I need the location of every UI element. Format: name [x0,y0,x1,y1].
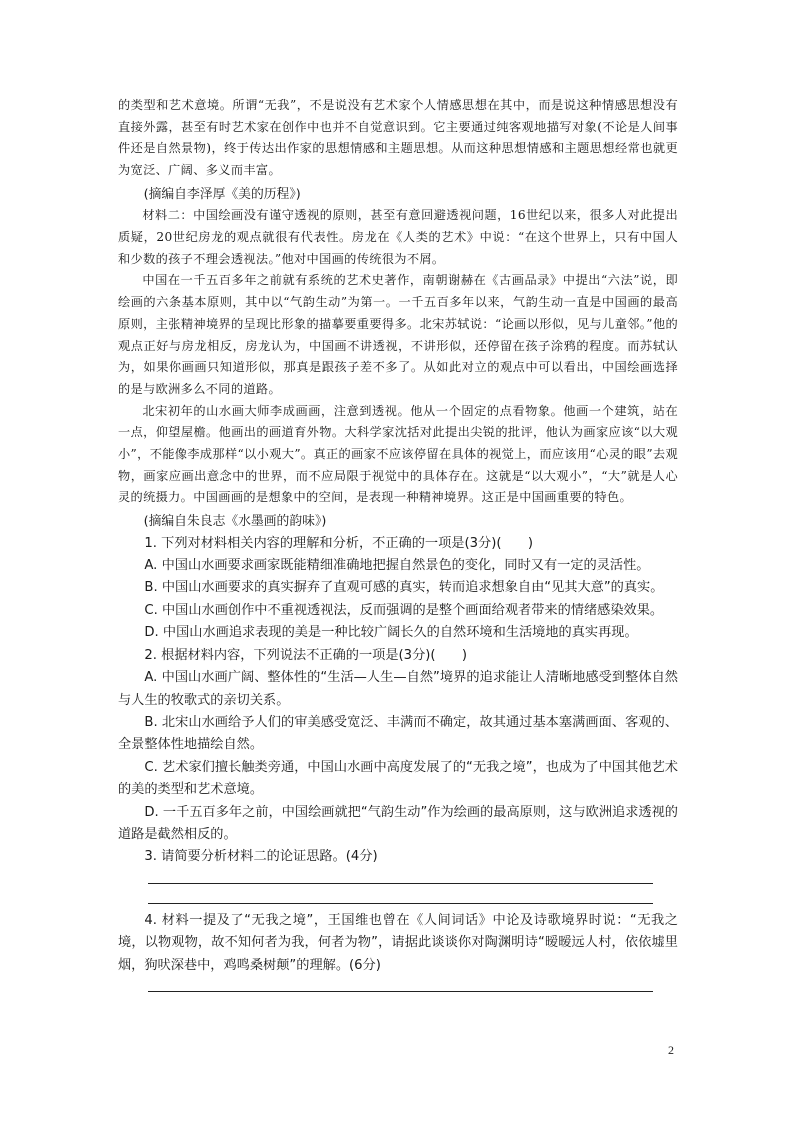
question-2-option-d: D. 一千五百多年之前，中国绘画就把“气韵生动”作为绘画的最高原则，这与欧洲追求透视的道路是截然相反的。 [118,804,678,842]
answer-line-q4[interactable] [148,991,653,992]
question-1-option-d: D. 中国山水画追求表现的美是一种比较广阔长久的自然环境和生活境地的真实再现。 [144,625,638,641]
question-1-stem: 1. 下列对材料相关内容的理解和分析，不正确的一项是(3分)( ) [144,535,534,551]
material-two-paragraph-2: 中国在一千五百多年之前就有系统的艺术史著作，南朝谢赫在《古画品录》中提出“六法”说，即绘画的六条基本原则，其中以“气韵生动”为第一。一千五百多年以来，气韵生动一直是中国画的最高原则，主张精神境界的呈现比形象的描摹要重要得多。北宋苏轼说：“论画以形似，见与儿童邻。”他的观点正好与房龙相反，房龙认为，中国画不讲透视，不讲形似，还停留在孩子涂鸦的程度。而苏轼认为，如果你画画只知道形似，那真是跟孩子差不多了。从如此对立的观点中可以看出，中国绘画选择的是与欧洲多么不同的道路。 [118,273,678,396]
question-1-option-c: C. 中国山水画创作中不重视透视法，反而强调的是整个画面给观者带来的情绪感染效果。 [144,602,664,618]
material-two-paragraph-3: 北宋初年的山水画大师李成画画，注意到透视。他从一个固定的点看物象。他画一个建筑，站在一点，仰望屋檐。他画出的画道育外物。大科学家沈括对此提出尖锐的批评，他认为画家应该“以大观小”，不能像李成那样“以小观大”。真正的画家不应该停留在具体的视觉上，而应该用“心灵的眼”去观物，画家应画出意念中的世界，而不应局限于视觉中的具体存在。这就是“以大观小”，“大”就是人心灵的统摄力。中国画画的是想象中的空间，是表现一种精神境界。这正是中国画重要的特色。 [118,403,678,505]
question-3-stem: 3. 请简要分析材料二的论证思路。(4分) [144,849,378,865]
page-content [118,95,678,992]
question-2-option-b: B. 北宋山水画给予人们的审美感受宽泛、丰满而不确定，故其通过基本塞满画面、客观的、全景整体性地描绘自然。 [118,714,678,753]
question-4-stem: 4. 材料一提及了“无我之境”，王国维也曾在《人间词话》中论及诗歌境界时说：“无我之境，以物观物，故不知何者为我，何者为物”，请据此谈谈你对陶渊明诗“暧暧远人村，依依墟里烟，狗吠深巷中，鸡鸣桑树颠”的理解。(6分) [118,912,678,973]
material-one-tail: 的类型和艺术意境。所谓“无我”，不是说没有艺术家个人情感思想在其中，而是说这种情感思想没有直接外露，甚至有时艺术家在创作中也并不自觉意识到。它主要通过纯客观地描写对象(不论是人间事件还是自然景物)，终于传达出作家的思想情感和主题思想。从而这种思想情感和主题思想经常也就更为宽泛、广阔、多义而丰富。 [118,98,678,178]
source-citation-two: (摘编自朱良志《水墨画的韵味》) [143,514,327,530]
source-citation-one: (摘编自李泽厚《美的历程》) [143,186,301,202]
question-2-option-c: C. 艺术家们擅长触类旁通，中国山水画中高度发展了的“无我之境”，也成为了中国其他艺术的美的类型和艺术意境。 [118,759,678,798]
page-number: 2 [668,1043,674,1057]
question-2-stem: 2. 根据材料内容，下列说法不正确的一项是(3分)( ) [144,647,468,663]
question-1-option-b: B. 中国山水画要求的真实摒弃了直观可感的真实，转而追求想象自由“见其大意”的真实。 [144,580,664,596]
question-1-option-a: A. 中国山水画要求画家既能精细准确地把握自然景色的变化，同时又有一定的灵活性。 [144,558,650,574]
question-2-option-a: A. 中国山水画广阔、整体性的“生活—人生—自然”境界的追求能让人清晰地感受到整体自然与人生的牧歌式的亲切关系。 [118,670,678,708]
material-two-paragraph-1: 材料二：中国绘画没有谨守透视的原则，甚至有意回避透视问题，16世纪以来，很多人对此提出质疑，20世纪房龙的观点就很有代表性。房龙在《人类的艺术》中说：“在这个世界上，只有中国人和少数的孩子不理会透视法。”他对中国画的传统很为不屑。 [118,208,678,266]
